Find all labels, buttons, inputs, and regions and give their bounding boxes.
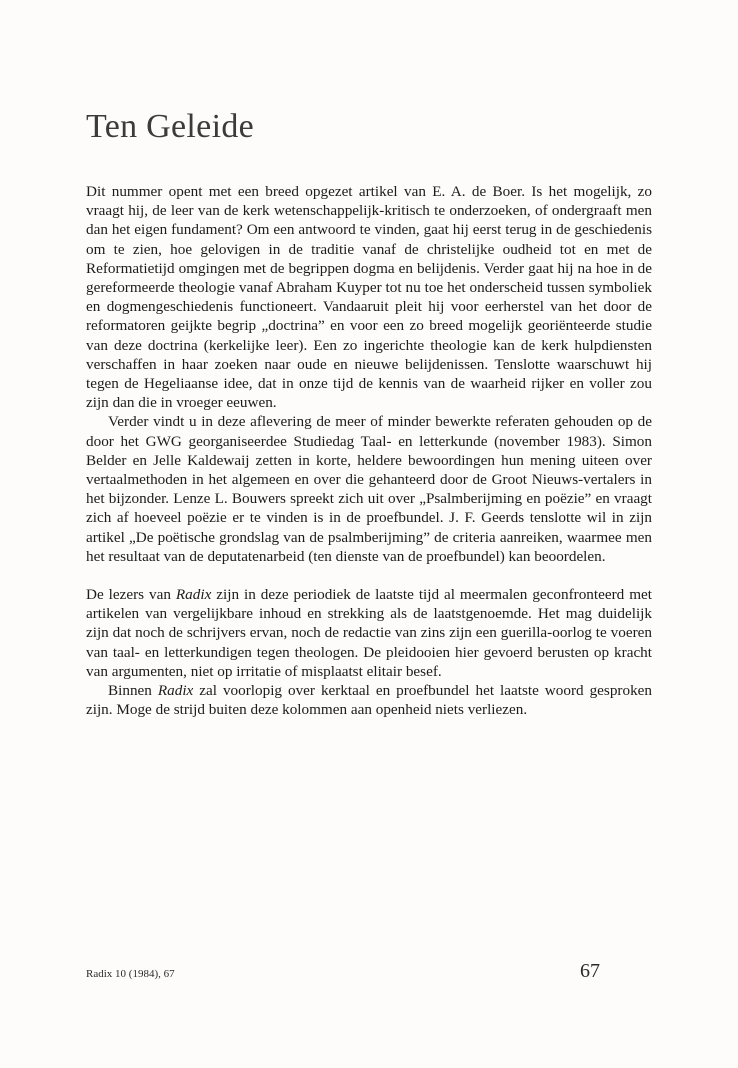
paragraph-lezers: De lezers van Radix zijn in deze periodiek de laatste tijd al meermalen geconfronteerd met artikelen van vergelijkbare inhoud en strekking als de laatstgenoemde. Het mag duidelijk zijn dat noch de schrijvers ervan, noch de redactie van zins zijn een guerilla-oorlog te voeren van taal- en letterkundigen tegen theologen. De pleidooien hier gevoerd berusten op kracht van argumenten, niet op irritatie of misplaatst elitair besef. <box>86 586 652 680</box>
paragraph-binnen: Binnen Radix zal voorlopig over kerktaal en proefbundel het laatste woord gesproken zijn. Moge de strijd buiten deze kolommen aan openheid niets verliezen. <box>86 682 652 719</box>
journal-citation: Radix 10 (1984), 67 <box>86 968 175 980</box>
paragraph-referaten: Verder vindt u in deze aflevering de meer of minder bewerkte referaten gehouden op de door het GWG georganiseerdee Studiedag Taal- en letterkunde (november 1983). Simon Belder en Jelle Kaldewaij zetten in korte, heldere bewoordingen hun mening uiteen over vertaalmethoden in het algemeen en over die gehanteerd door de Groot Nieuws-vertalers in het bijzonder. Lenze L. Bouwers spreekt zich uit over „Psalmberijming en poëzie” en vraagt zich af hoeveel poëzie er te vinden is in de proefbundel. J. F. Geerds tenslotte wil in zijn artikel „De poëtische grondslag van de psalmberijming” de criteria aanreiken, waarmee men het resultaat van de deputatenarbeid (ten dienste van de proefbundel) kan beoordelen. <box>86 413 652 565</box>
section-gap <box>86 566 652 585</box>
paragraph-intro: Dit nummer opent met een breed opgezet artikel van E. A. de Boer. Is het mogelijk, zo vraagt hij, de leer van de kerk wetenschappelijk-kritisch te onderzoeken, of ondergraaft men dan het eigen fundament? Om een antwoord te vinden, gaat hij eerst terug in de geschiedenis om te zien, hoe gelovigen in de traditie vanaf de christelijke oudheid tot en met de Reformatietijd omgingen met de begrippen dogma en belijdenis. Verder gaat hij na hoe in de gereformeerde theologie vanaf Abraham Kuyper tot nu toe het onderscheid tussen symboliek en dogmengeschiedenis functioneert. Vandaaruit pleit hij voor eerherstel van het door de reformatoren geijkte begrip „doctrina” en voor een zo breed mogelijk georiënteerde studie van deze doctrina (kerkelijke leer). Een zo ingerichte theologie kan de kerk hulpdiensten verschaffen in haar zoeken naar oude en nieuwe belijdenissen. Tenslotte waarschuwt hij tegen de Hegeliaanse idee, dat in onze tijd de kennis van de waarheid rijker en voller zou zijn dan die in vroeger eeuwen. <box>86 183 652 412</box>
radix-name: Radix <box>157 682 194 700</box>
article-body <box>86 182 652 719</box>
page-title: Ten Geleide <box>86 108 255 145</box>
page-number: 67 <box>580 960 600 982</box>
radix-name: Radix <box>175 586 212 604</box>
